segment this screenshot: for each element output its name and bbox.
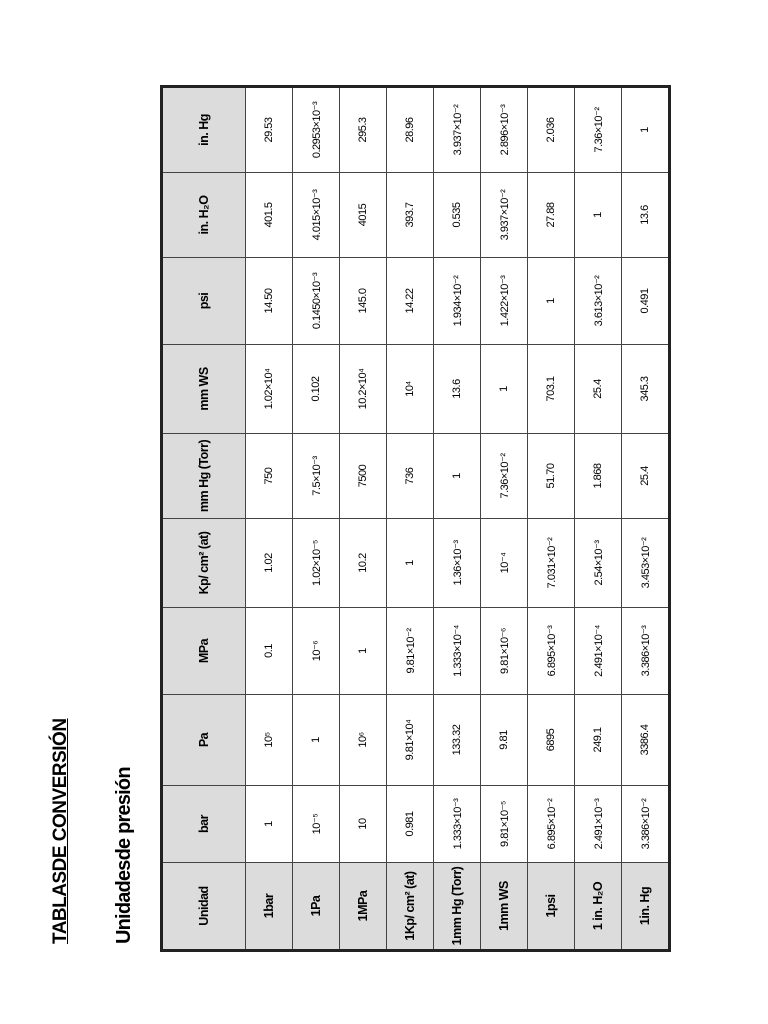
table-cell: 6.895×10⁻²: [528, 786, 575, 863]
table-cell: 7.36×10⁻²: [481, 434, 528, 519]
table-cell: 10⁴: [387, 345, 434, 434]
table-row: [246, 87, 293, 951]
table-cell: 10.2×10⁴: [340, 345, 387, 434]
table-cell: 25.4: [622, 434, 670, 519]
table-cell: 1: [622, 87, 670, 173]
table-cell: 3.937×10⁻²: [434, 87, 481, 173]
row-header: 1 in. H₂O: [575, 863, 622, 951]
table-cell: 703.1: [528, 345, 575, 434]
table-cell: 3.937×10⁻²: [481, 173, 528, 258]
table-cell: 13.6: [622, 173, 670, 258]
table-cell: 9.81×10⁻⁶: [481, 608, 528, 695]
table-cell: 10⁶: [340, 695, 387, 786]
table-cell: 6895: [528, 695, 575, 786]
table-cell: 7500: [340, 434, 387, 519]
row-header: 1Pa: [293, 863, 340, 951]
table-cell: 1.934×10⁻²: [434, 258, 481, 345]
table-cell: 7.031×10⁻²: [528, 519, 575, 608]
table-header-row: [162, 87, 246, 951]
row-header: 1mm Hg (Torr): [434, 863, 481, 951]
table-cell: 2.54×10⁻³: [575, 519, 622, 608]
table-cell: 3.386×10⁻³: [622, 608, 670, 695]
table-cell: 2.491×10⁻³: [575, 786, 622, 863]
table-cell: 1: [481, 345, 528, 434]
column-header: mm Hg (Torr): [162, 434, 246, 519]
row-header: 1mm WS: [481, 863, 528, 951]
table-cell: 9.81×10⁻⁵: [481, 786, 528, 863]
column-header: in. H₂O: [162, 173, 246, 258]
table-cell: 10⁻⁶: [293, 608, 340, 695]
table-cell: 393.7: [387, 173, 434, 258]
column-header: mm WS: [162, 345, 246, 434]
table-cell: 295.3: [340, 87, 387, 173]
column-header: Pa: [162, 695, 246, 786]
table-row: [575, 87, 622, 951]
row-header: 1MPa: [340, 863, 387, 951]
table-cell: 345.3: [622, 345, 670, 434]
table-cell: 9.81×10⁻²: [387, 608, 434, 695]
table-cell: 10: [340, 786, 387, 863]
table-cell: 25.4: [575, 345, 622, 434]
table-cell: 1.36×10⁻³: [434, 519, 481, 608]
table-cell: 28.96: [387, 87, 434, 173]
table-cell: 0.102: [293, 345, 340, 434]
table-cell: 1.02×10⁻⁵: [293, 519, 340, 608]
table-cell: 3.386×10⁻²: [622, 786, 670, 863]
table-cell: 401.5: [246, 173, 293, 258]
row-header: 1bar: [246, 863, 293, 951]
table-cell: 750: [246, 434, 293, 519]
table-cell: 1: [293, 695, 340, 786]
table-cell: 1: [387, 519, 434, 608]
table-cell: 0.1: [246, 608, 293, 695]
table-row: [481, 87, 528, 951]
table-cell: 7.5×10⁻³: [293, 434, 340, 519]
table-cell: 0.535: [434, 173, 481, 258]
column-header: Unidad: [162, 863, 246, 951]
table-cell: 10⁻⁵: [293, 786, 340, 863]
column-header: psi: [162, 258, 246, 345]
table-row: [340, 87, 387, 951]
table-cell: 13.6: [434, 345, 481, 434]
table-cell: 2.896×10⁻³: [481, 87, 528, 173]
table-cell: 1: [434, 434, 481, 519]
document-title: TABLASDE CONVERSIÓN: [50, 718, 71, 944]
column-header: bar: [162, 786, 246, 863]
section-subtitle: Unidadesde presión: [113, 767, 135, 944]
table-cell: 0.491: [622, 258, 670, 345]
table-cell: 736: [387, 434, 434, 519]
table-cell: 0.1450×10⁻³: [293, 258, 340, 345]
table-cell: 1.333×10⁻⁴: [434, 608, 481, 695]
table-cell: 3386.4: [622, 695, 670, 786]
table-cell: 9.81: [481, 695, 528, 786]
table-cell: 1: [340, 608, 387, 695]
table-cell: 249.1: [575, 695, 622, 786]
column-header: MPa: [162, 608, 246, 695]
table-cell: 1.02: [246, 519, 293, 608]
table-cell: 14.50: [246, 258, 293, 345]
table-cell: 4015: [340, 173, 387, 258]
table-row: [622, 87, 670, 951]
table-cell: 145.0: [340, 258, 387, 345]
column-header: in. Hg: [162, 87, 246, 173]
table-cell: 9.81×10⁴: [387, 695, 434, 786]
table-cell: 51.70: [528, 434, 575, 519]
table-cell: 133.32: [434, 695, 481, 786]
table-cell: 1.868: [575, 434, 622, 519]
column-header: Kp/ cm² (at): [162, 519, 246, 608]
table-cell: 4.015×10⁻³: [293, 173, 340, 258]
table-cell: 1.422×10⁻³: [481, 258, 528, 345]
table-cell: 0.2953×10⁻³: [293, 87, 340, 173]
table-row: [434, 87, 481, 951]
table-cell: 10⁵: [246, 695, 293, 786]
table-row: [528, 87, 575, 951]
row-header: 1in. Hg: [622, 863, 670, 951]
table-cell: 1: [246, 786, 293, 863]
table-cell: 1: [528, 258, 575, 345]
table-cell: 3.613×10⁻²: [575, 258, 622, 345]
table-cell: 14.22: [387, 258, 434, 345]
row-header: 1psi: [528, 863, 575, 951]
row-header: 1Kp/ cm² (at): [387, 863, 434, 951]
table-cell: 2.036: [528, 87, 575, 173]
table-cell: 0.981: [387, 786, 434, 863]
table-cell: 3.453×10⁻²: [622, 519, 670, 608]
table-row: [293, 87, 340, 951]
table-cell: 7.36×10⁻²: [575, 87, 622, 173]
table-row: [387, 87, 434, 951]
table-cell: 10.2: [340, 519, 387, 608]
pressure-conversion-table: [160, 85, 671, 952]
table-cell: 29.53: [246, 87, 293, 173]
table-cell: 1.02×10⁴: [246, 345, 293, 434]
table-cell: 6.895×10⁻³: [528, 608, 575, 695]
table-cell: 2.491×10⁻⁴: [575, 608, 622, 695]
table-cell: 1.333×10⁻³: [434, 786, 481, 863]
table-cell: 1: [575, 173, 622, 258]
table-cell: 27.88: [528, 173, 575, 258]
table-cell: 10⁻⁴: [481, 519, 528, 608]
